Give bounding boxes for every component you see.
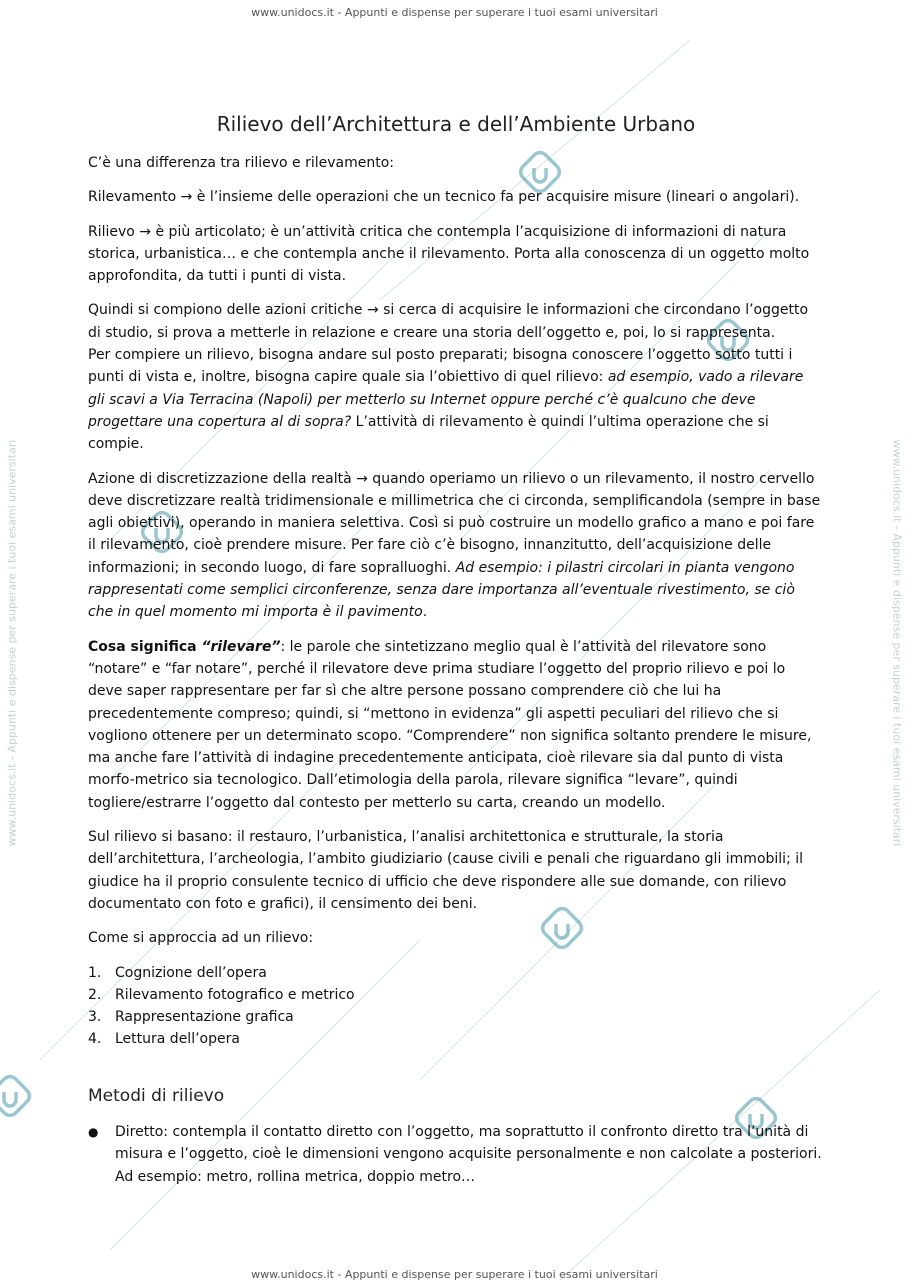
paragraph-azioni-critiche bbox=[88, 299, 824, 455]
list-item bbox=[88, 984, 824, 1006]
list-number: 2. bbox=[88, 986, 102, 1003]
watermark-side-right: www.unidocs.it - Appunti e dispense per superare i tuoi esami universitari bbox=[890, 439, 904, 847]
unidocs-logo-icon bbox=[0, 1072, 34, 1120]
list-number: 3. bbox=[88, 1009, 102, 1026]
list-text: Rappresentazione grafica bbox=[115, 1009, 294, 1026]
text-compiere: Per compiere un rilievo, bisogna andare sul posto preparati; bisogna conoscere l’oggetto sotto tutti i punti di vista e, inoltre, bisogna capire quale sia l’obiettivo di quel rilievo: bbox=[88, 347, 793, 386]
text-ultima-operazione: L’attività di rilevamento è quindi l’ultima operazione che si compie. bbox=[88, 413, 769, 453]
paragraph-approccio: Come si approccia ad un rilievo: bbox=[88, 930, 314, 947]
list-item bbox=[88, 962, 824, 984]
steps-list bbox=[88, 962, 824, 1051]
list-item bbox=[88, 1006, 824, 1028]
watermark-side-left: www.unidocs.it - Appunti e dispense per superare i tuoi esami universitari bbox=[5, 439, 19, 847]
paragraph-basano: Sul rilievo si basano: il restauro, l’urbanistica, l’analisi architettonica e strutturale, la storia dell’architettura, l’archeologia, l’ambito giudiziario (cause civili e penali che riguardano gli immobili; il giudice ha il proprio consulente tecnico di ufficio che deve rispondere alle sue domande, con rilievo documentato con foto e grafici), il censimento dei beni. bbox=[88, 829, 804, 912]
paragraph-rilevamento: Rilevamento → è l’insieme delle operazioni che un tecnico fa per acquisire misure (lineari o angolari). bbox=[88, 189, 800, 206]
paragraph-rilevare bbox=[88, 636, 824, 814]
list-text: Diretto: contempla il contatto diretto con l’oggetto, ma soprattutto il confronto diretto tra l’unità di misura e l’oggetto, cioè le dimensioni vengono acquisite personalmente e non calcolate a posteriori. Ad esempio: metro, rollina metrica, doppio metro… bbox=[115, 1123, 822, 1185]
list-number: 1. bbox=[88, 964, 102, 981]
list-item bbox=[88, 1121, 824, 1188]
watermark-header[interactable]: www.unidocs.it - Appunti e dispense per superare i tuoi esami universitari bbox=[251, 6, 658, 19]
list-text: Lettura dell’opera bbox=[115, 1031, 240, 1048]
list-item bbox=[88, 1028, 824, 1050]
text-esempio-pilastri: Ad esempio: i pilastri circolari in pianta vengono rappresentati come semplici circonferenze, senza dare importanza all’eventuale rivestimento, se ciò che in quel momento mi importa è il pavimento bbox=[88, 559, 795, 621]
list-text: Rilevamento fotografico e metrico bbox=[115, 986, 355, 1003]
text-period: . bbox=[422, 604, 428, 621]
watermark-footer[interactable]: www.unidocs.it - Appunti e dispense per superare i tuoi esami universitari bbox=[251, 1268, 658, 1281]
text-cosa-significa: Cosa significa bbox=[88, 638, 202, 655]
text-discretizzazione: Azione di discretizzazione della realtà → quando operiamo un rilievo o un rilevamento, il nostro cervello deve discretizzare realtà tridimensionale e millimetrica che ci circonda, semplificandola (sempre in base agli obiettivi), operando in maniera selettiva. Così si può costruire un modello grafico a mano e poi fare il rilevamento, cioè prendere misure. Per fare ciò c’è bisogno, innanzitutto, dell’acquisizione delle informazioni; in secondo luogo, di fare sopralluoghi. bbox=[88, 470, 821, 576]
page-title: Rilievo dell’Architettura e dell’Ambiente Urbano bbox=[216, 112, 696, 136]
list-text: Cognizione dell’opera bbox=[115, 964, 267, 981]
bullet-icon: ● bbox=[88, 1124, 99, 1139]
text-rilevare-body: : le parole che sintetizzano meglio qual è l’attività del rilevatore sono “notare” e “far notare”, perché il rilevatore deve prima studiare l’oggetto del proprio rilievo e poi lo deve saper rappresentare per far sì che altre persone possano comprendere ciò che lui ha precedentemente compreso; quindi, si “mettono in evidenza” gli aspetti peculiari del rilievo che si vogliono ottenere per un determinato scopo. “Comprendere” non significa soltanto prendere le misure, ma anche fare l’attività di indagine precedentemente anticipata, cioè rilevare sia dal punto di vista morfo-metrico sia tecnologico. Dall’etimologia della parola, rilevare significa “levare”, quindi togliere/estrarre l’oggetto dal contesto per metterlo su carta, creando un modello. bbox=[88, 638, 812, 811]
section-heading-metodi: Metodi di rilievo bbox=[88, 1085, 225, 1106]
document-body bbox=[88, 110, 824, 1200]
text-azioni: Quindi si compiono delle azioni critiche → si cerca di acquisire le informazioni che circondano l’oggetto di studio, si prova a metterle in relazione e creare una storia dell’oggetto e, poi, lo si rappresenta. bbox=[88, 302, 809, 341]
metodi-list bbox=[88, 1121, 824, 1188]
paragraph-rilievo: Rilievo → è più articolato; è un’attività critica che contempla l’acquisizione di informazioni di natura storica, urbanistica… e che contempla anche il rilevamento. Porta alla conoscenza di un oggetto molto approfondita, da tutti i punti di vista. bbox=[88, 223, 810, 285]
text-esempio-terracina: ad esempio, vado a rilevare gli scavi a Via Terracina (Napoli) per metterlo su Internet oppure perché c’è qualcuno che deve progettare una copertura al di sopra? bbox=[88, 369, 804, 430]
list-number: 4. bbox=[88, 1031, 102, 1048]
paragraph-discretizzazione bbox=[88, 468, 824, 624]
paragraph-intro: C’è una differenza tra rilievo e rilevamento: bbox=[88, 155, 394, 171]
text-rilevare: “rilevare” bbox=[201, 638, 281, 655]
